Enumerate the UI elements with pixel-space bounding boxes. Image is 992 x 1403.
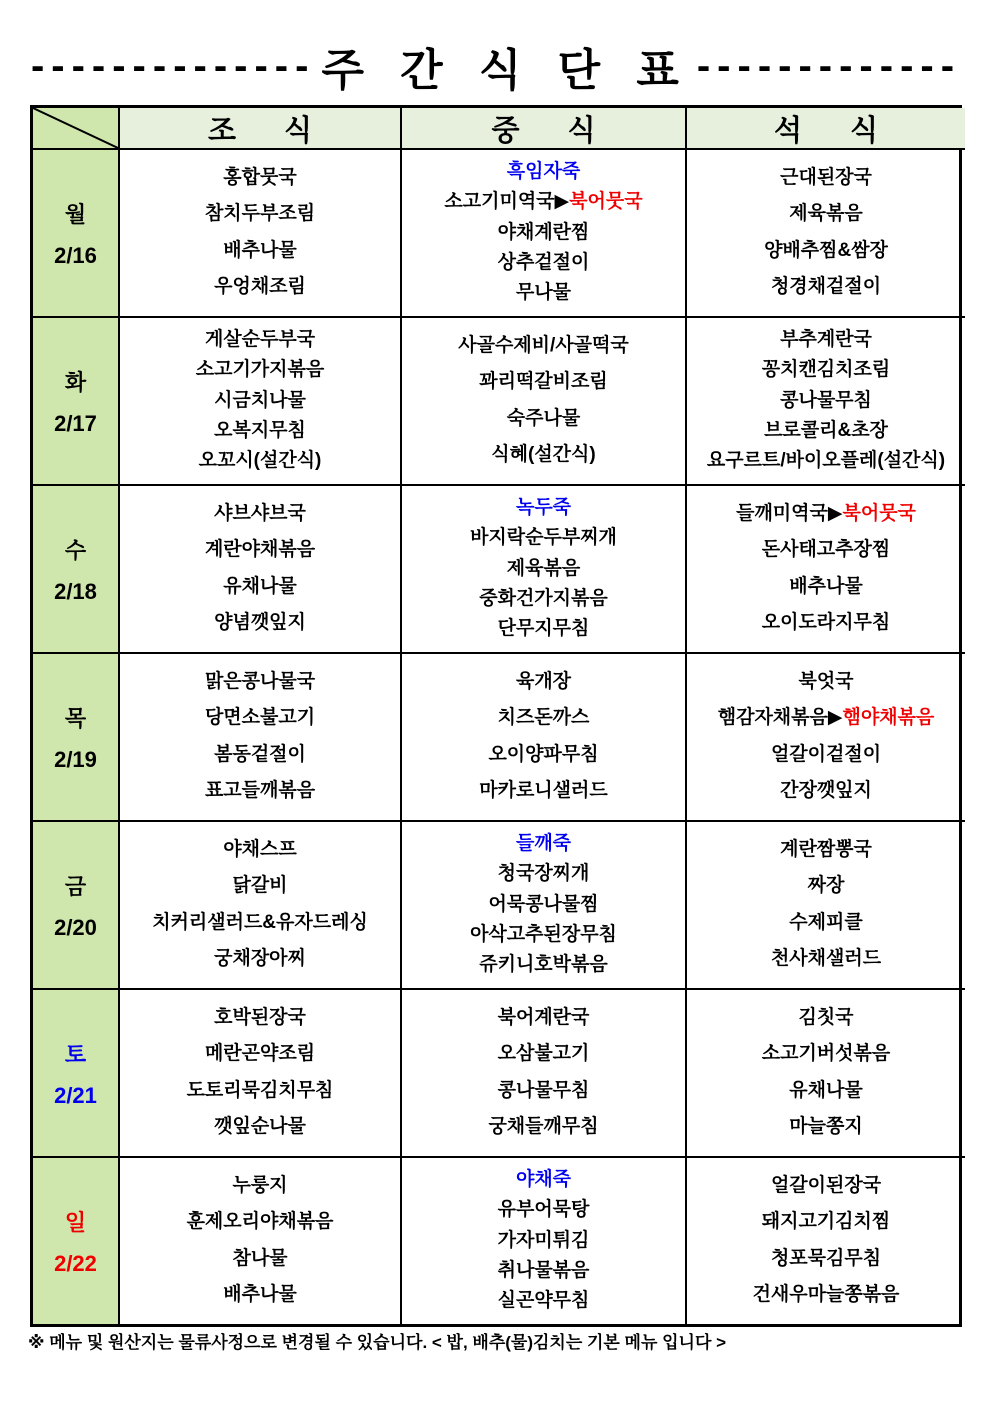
menu-item-segment: 배추나물 xyxy=(789,575,863,597)
menu-item xyxy=(507,409,580,430)
menu-item-segment: 맑은콩나물국 xyxy=(204,670,316,692)
menu-item xyxy=(214,745,306,766)
meal-cell-dinner xyxy=(685,652,965,820)
menu-item xyxy=(232,1249,287,1270)
menu-item xyxy=(498,1044,590,1065)
menu-item xyxy=(214,949,306,970)
meal-cell-lunch xyxy=(400,1156,685,1324)
menu-item-segment: 계란야채볶음 xyxy=(204,539,316,561)
menu-item xyxy=(214,613,306,634)
menu-item xyxy=(223,241,296,262)
menu-item xyxy=(205,781,315,802)
day-label: 일 xyxy=(64,1209,87,1235)
date-label: 2/16 xyxy=(54,242,97,268)
meal-cell-breakfast xyxy=(118,484,400,652)
menu-item-segment: 계란짬뽕국 xyxy=(780,838,872,860)
menu-item xyxy=(214,1117,306,1138)
menu-item xyxy=(232,1176,287,1197)
menu-item-segment: 당면소불고기 xyxy=(204,707,316,729)
menu-item xyxy=(798,672,853,693)
menu-item xyxy=(808,876,845,897)
menu-item-segment: 돈사태고추장찜 xyxy=(761,539,891,561)
menu-item-segment: 치즈돈까스 xyxy=(497,707,590,729)
menu-item-segment: 청경채겉절이 xyxy=(770,276,882,298)
meal-cell-lunch xyxy=(400,988,685,1156)
menu-item-segment: 제육볶음 xyxy=(506,557,581,579)
day-label: 월 xyxy=(64,201,87,227)
menu-item xyxy=(498,1081,590,1102)
meal-cell-dinner xyxy=(685,148,965,316)
menu-item-segment: 아삭고추된장무침 xyxy=(470,923,617,945)
day-label: 목 xyxy=(64,705,87,731)
meal-cell-breakfast xyxy=(118,1156,400,1324)
date-label: 2/17 xyxy=(54,410,97,436)
menu-item xyxy=(498,1261,590,1282)
menu-item xyxy=(762,1044,890,1065)
menu-item xyxy=(789,1117,862,1138)
menu-item-segment: 북엇국 xyxy=(798,670,854,692)
menu-item-segment: 어묵콩나물찜 xyxy=(488,893,599,915)
menu-item xyxy=(214,277,306,298)
menu-item xyxy=(771,745,881,766)
menu-item-segment: 깻잎순나물 xyxy=(214,1116,306,1138)
menu-item-segment: 오삼불고기 xyxy=(497,1043,590,1065)
menu-item xyxy=(516,1170,571,1191)
menu-item-segment: 꽁치캔김치조림 xyxy=(761,359,891,381)
menu-item xyxy=(764,421,888,442)
meal-cell-lunch xyxy=(400,484,685,652)
menu-item xyxy=(479,589,607,610)
menu-item-segment: 참나물 xyxy=(232,1247,288,1269)
menu-item-segment: 참치두부조림 xyxy=(204,203,316,225)
date-label: 2/19 xyxy=(54,746,97,772)
menu-item-segment: 들깨미역국▶ xyxy=(736,502,843,524)
menu-item xyxy=(771,277,881,298)
menu-item xyxy=(498,253,590,274)
date-label: 2/20 xyxy=(54,914,97,940)
menu-item-segment: 봄동겉절이 xyxy=(214,743,306,765)
menu-item xyxy=(789,1081,862,1102)
menu-item-segment: 치커리샐러드&유자드레싱 xyxy=(152,911,368,933)
menu-item xyxy=(214,1008,306,1029)
menu-item xyxy=(507,559,580,580)
menu-item xyxy=(444,192,642,213)
column-header-lunch: 중 식 xyxy=(400,108,685,148)
meal-cell-breakfast xyxy=(118,988,400,1156)
menu-item-segment: 훈제오리야채볶음 xyxy=(186,1211,334,1233)
menu-item-segment: 누룽지 xyxy=(232,1174,288,1196)
menu-item xyxy=(762,613,890,634)
menu-item-segment: 샤브샤브국 xyxy=(214,502,306,524)
menu-item xyxy=(498,1231,590,1252)
menu-item-segment: 콩나물무침 xyxy=(497,1079,590,1101)
date-label: 2/18 xyxy=(54,578,97,604)
menu-item xyxy=(798,1008,853,1029)
menu-item xyxy=(214,391,306,412)
menu-item-segment: 야채죽 xyxy=(515,1168,572,1190)
menu-item-segment: 간장깻잎지 xyxy=(780,780,872,802)
menu-item-segment: 콩나물무침 xyxy=(780,389,872,411)
day-cell xyxy=(33,1156,118,1324)
menu-item-segment: 김칫국 xyxy=(798,1006,854,1028)
menu-item xyxy=(223,168,296,189)
meal-cell-lunch xyxy=(400,820,685,988)
menu-item xyxy=(780,330,872,351)
menu-item xyxy=(187,1212,334,1233)
meal-cell-breakfast xyxy=(118,820,400,988)
menu-item-segment: 양념깻잎지 xyxy=(214,612,306,634)
menu-item xyxy=(205,708,315,729)
date-label: 2/21 xyxy=(54,1082,97,1108)
menu-item xyxy=(214,421,306,442)
menu-item-segment: 식혜(설간식) xyxy=(491,444,596,466)
menu-item-segment: 오복지무침 xyxy=(214,419,306,441)
menu-item-segment: 오이양파무침 xyxy=(488,743,599,765)
day-cell xyxy=(33,316,118,484)
menu-item xyxy=(488,895,598,916)
menu-item xyxy=(152,913,368,934)
meal-cell-dinner xyxy=(685,484,965,652)
menu-item-segment: 실곤약무침 xyxy=(497,1290,590,1312)
menu-item xyxy=(223,1285,296,1306)
menu-item xyxy=(780,840,872,861)
title-text: 주 간 식 단 표 xyxy=(321,46,691,95)
menu-item xyxy=(771,949,881,970)
menu-item xyxy=(205,1044,315,1065)
menu-item-segment: 표고들깨볶음 xyxy=(204,780,316,802)
menu-item-segment: 짜장 xyxy=(807,875,845,897)
corner-cell xyxy=(33,108,118,148)
menu-item xyxy=(498,1291,590,1312)
day-label: 토 xyxy=(64,1041,87,1067)
menu-item-segment: 단무지무침 xyxy=(497,618,590,640)
menu-item xyxy=(232,876,287,897)
menu-item-segment: 취나물볶음 xyxy=(497,1259,590,1281)
menu-item-segment: 청포묵김무침 xyxy=(770,1247,882,1269)
menu-item-segment: 북어계란국 xyxy=(497,1006,590,1028)
meal-cell-lunch xyxy=(400,148,685,316)
menu-item xyxy=(498,1200,590,1221)
day-label: 화 xyxy=(64,369,87,395)
menu-item-segment: 게살순두부국 xyxy=(204,328,316,350)
menu-item xyxy=(707,451,945,472)
menu-item xyxy=(789,577,862,598)
menu-item xyxy=(196,360,324,381)
menu-item xyxy=(498,223,590,244)
menu-item-segment: 부추계란국 xyxy=(780,328,872,350)
menu-item-segment: 유부어묵탕 xyxy=(497,1199,590,1221)
menu-item xyxy=(498,864,590,885)
menu-item xyxy=(498,619,590,640)
column-header-dinner: 석 식 xyxy=(685,108,965,148)
day-cell xyxy=(33,820,118,988)
menu-item xyxy=(753,1285,900,1306)
menu-item-segment: 건새우마늘쫑볶음 xyxy=(752,1284,900,1306)
menu-item xyxy=(736,504,916,525)
menu-item xyxy=(223,840,296,861)
menu-item-segment: 메란곤약조림 xyxy=(204,1043,316,1065)
menu-item-segment: 수제피클 xyxy=(789,911,863,933)
menu-item-segment: 햄감자채볶음▶ xyxy=(717,707,843,729)
menu-item-segment: 사골수제비/사골떡국 xyxy=(458,334,629,356)
menu-item xyxy=(762,360,890,381)
menu-item xyxy=(187,1081,334,1102)
menu-item-segment: 얼갈이된장국 xyxy=(770,1174,882,1196)
title-left-dashes: -------------- xyxy=(30,43,316,88)
title-right-dashes: ------------- xyxy=(696,43,962,88)
menu-item-segment: 돼지고기김치찜 xyxy=(761,1211,891,1233)
menu-item-segment: 얼갈이겉절이 xyxy=(770,743,882,765)
menu-item-segment: 무나물 xyxy=(515,282,572,304)
menu-item xyxy=(488,745,598,766)
menu-table xyxy=(30,105,962,1327)
menu-item-segment: 야채스프 xyxy=(223,838,297,860)
footer-note: ※ 메뉴 및 원산지는 물류사정으로 변경될 수 있습니다. < 밥, 배추(물)김치는 기본 메뉴 입니다 > xyxy=(28,1333,727,1352)
menu-item-segment: 흑임자죽 xyxy=(506,160,581,182)
menu-item xyxy=(214,504,306,525)
diagonal-line xyxy=(33,108,118,148)
menu-item xyxy=(516,672,571,693)
menu-item xyxy=(498,1008,590,1029)
menu-item xyxy=(223,577,296,598)
day-label: 수 xyxy=(64,537,87,563)
day-cell xyxy=(33,148,118,316)
menu-item-segment: 홍합뭇국 xyxy=(223,166,297,188)
menu-item xyxy=(205,540,315,561)
menu-item-segment: 중화건가지볶음 xyxy=(479,587,608,609)
menu-item xyxy=(780,168,872,189)
meal-cell-dinner xyxy=(685,988,965,1156)
menu-item-segment: 가자미튀김 xyxy=(497,1229,590,1251)
menu-item xyxy=(491,445,595,466)
menu-item xyxy=(488,1117,598,1138)
menu-item xyxy=(470,528,617,549)
menu-item xyxy=(789,204,862,225)
menu-item xyxy=(205,204,315,225)
menu-item-segment: 요구르트/바이오플레(설간식) xyxy=(706,450,946,472)
menu-item-segment: 우엉채조림 xyxy=(214,276,306,298)
day-cell xyxy=(33,988,118,1156)
menu-item-segment: 들깨죽 xyxy=(515,832,572,854)
menu-item xyxy=(516,498,571,519)
menu-item-segment: 오꼬시(설간식) xyxy=(198,450,322,472)
meal-cell-dinner xyxy=(685,316,965,484)
menu-item-segment: 도토리묵김치무침 xyxy=(186,1079,334,1101)
day-cell xyxy=(33,652,118,820)
menu-item-segment: 육개장 xyxy=(515,670,572,692)
menu-item-segment: 녹두죽 xyxy=(515,496,572,518)
menu-item xyxy=(458,336,628,357)
menu-item-segment: 천사채샐러드 xyxy=(770,948,882,970)
menu-item xyxy=(479,781,607,802)
menu-item-segment: 브로콜리&초장 xyxy=(764,419,888,441)
menu-item xyxy=(789,913,862,934)
menu-item xyxy=(771,1176,881,1197)
menu-item-segment: 유채나물 xyxy=(223,575,297,597)
menu-item-segment: 쥬키니호박볶음 xyxy=(479,954,608,976)
menu-item-segment: 근대된장국 xyxy=(780,166,872,188)
menu-item-segment: 마늘쫑지 xyxy=(789,1116,863,1138)
page-title xyxy=(0,34,992,98)
menu-item-segment: 배추나물 xyxy=(223,239,297,261)
menu-item xyxy=(199,451,322,472)
meal-cell-breakfast xyxy=(118,316,400,484)
menu-item xyxy=(479,955,607,976)
menu-item-segment: 소고기버섯볶음 xyxy=(761,1043,891,1065)
menu-item-segment: 상추겉절이 xyxy=(497,251,590,273)
menu-item-segment: 숙주나물 xyxy=(506,407,581,429)
menu-item-segment: 꽈리떡갈비조림 xyxy=(479,371,608,393)
column-header-breakfast: 조 식 xyxy=(118,108,400,148)
menu-item-segment: 북어뭇국 xyxy=(842,502,916,524)
menu-item xyxy=(498,708,590,729)
menu-item-segment: 마카로니샐러드 xyxy=(479,780,608,802)
menu-item xyxy=(205,672,315,693)
menu-item xyxy=(479,372,607,393)
menu-item-segment: 북어뭇국 xyxy=(569,191,643,213)
menu-item xyxy=(764,241,888,262)
menu-item-segment: 궁채들깨무침 xyxy=(488,1116,599,1138)
meal-cell-dinner xyxy=(685,820,965,988)
meal-cell-breakfast xyxy=(118,148,400,316)
menu-item-segment: 호박된장국 xyxy=(214,1006,306,1028)
menu-item-segment: 양배추찜&쌈장 xyxy=(764,239,888,261)
menu-item xyxy=(516,283,571,304)
date-label: 2/22 xyxy=(54,1250,97,1276)
day-cell xyxy=(33,484,118,652)
meal-cell-breakfast xyxy=(118,652,400,820)
menu-item xyxy=(780,391,872,412)
menu-item-segment: 소고기미역국▶ xyxy=(444,191,570,213)
menu-item xyxy=(771,1249,881,1270)
menu-item xyxy=(507,162,580,183)
menu-item-segment: 청국장찌개 xyxy=(497,863,590,885)
menu-item-segment: 바지락순두부찌개 xyxy=(470,527,617,549)
menu-item-segment: 제육볶음 xyxy=(789,203,863,225)
menu-item xyxy=(718,708,935,729)
menu-item xyxy=(762,540,890,561)
menu-item-segment: 시금치나물 xyxy=(214,389,306,411)
menu-item xyxy=(205,330,315,351)
menu-item xyxy=(780,781,872,802)
meal-cell-lunch xyxy=(400,316,685,484)
day-label: 금 xyxy=(64,873,87,899)
menu-item-segment: 오이도라지무침 xyxy=(761,612,891,634)
menu-item-segment: 유채나물 xyxy=(789,1079,863,1101)
menu-item-segment: 배추나물 xyxy=(223,1284,297,1306)
meal-cell-dinner xyxy=(685,1156,965,1324)
menu-item xyxy=(516,834,571,855)
menu-item-segment: 야채계란찜 xyxy=(497,221,590,243)
menu-item-segment: 닭갈비 xyxy=(232,875,288,897)
menu-item xyxy=(470,925,617,946)
menu-item-segment: 햄야채볶음 xyxy=(842,707,935,729)
menu-item-segment: 소고기가지볶음 xyxy=(195,359,325,381)
meal-cell-lunch xyxy=(400,652,685,820)
menu-item xyxy=(762,1212,890,1233)
menu-item-segment: 궁채장아찌 xyxy=(214,948,306,970)
